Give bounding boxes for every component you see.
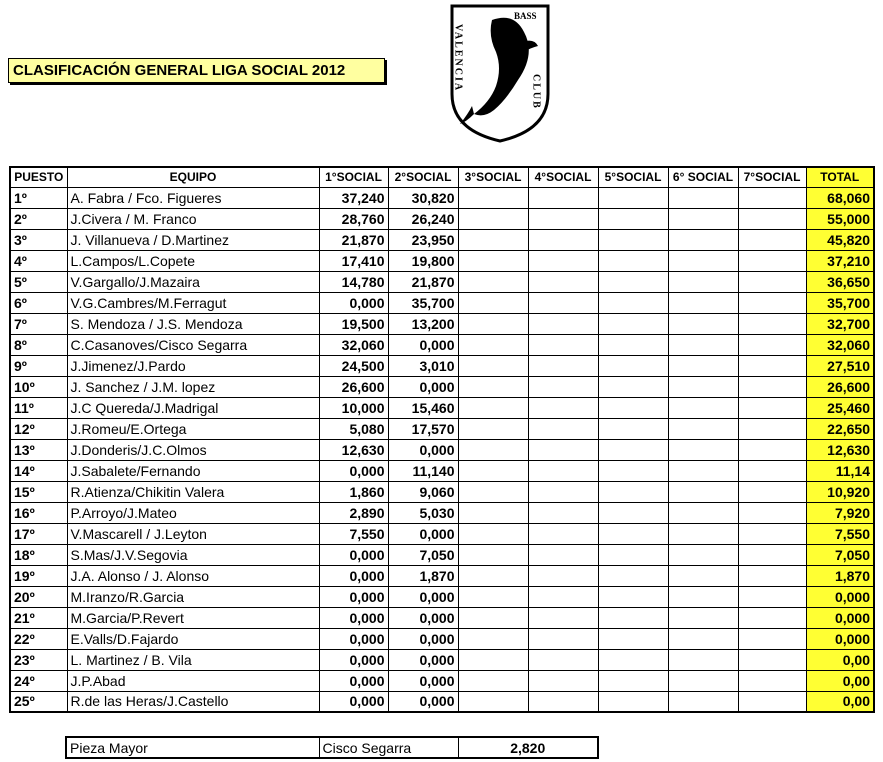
social-5-cell xyxy=(598,376,668,397)
table-row xyxy=(10,376,874,397)
team-cell: M.Garcia/P.Revert xyxy=(67,607,319,628)
total-cell: 0,00 xyxy=(806,649,874,670)
social-4-cell xyxy=(528,187,598,208)
position-cell: 15º xyxy=(10,481,67,502)
table-row xyxy=(10,670,874,691)
social-5-cell xyxy=(598,292,668,313)
logo-text-club: CLUB xyxy=(530,74,542,110)
col-header-social-7: 7°SOCIAL xyxy=(738,167,806,187)
position-cell: 19º xyxy=(10,565,67,586)
social-4-cell xyxy=(528,208,598,229)
social-5-cell xyxy=(598,187,668,208)
social-3-cell xyxy=(458,481,528,502)
social-3-cell xyxy=(458,187,528,208)
social-4-cell xyxy=(528,229,598,250)
social-5-cell xyxy=(598,502,668,523)
total-cell: 10,920 xyxy=(806,481,874,502)
social-2-cell: 23,950 xyxy=(388,229,458,250)
social-1-cell: 10,000 xyxy=(319,397,388,418)
social-3-cell xyxy=(458,691,528,712)
social-1-cell: 5,080 xyxy=(319,418,388,439)
total-cell: 7,920 xyxy=(806,502,874,523)
social-5-cell xyxy=(598,586,668,607)
social-3-cell xyxy=(458,376,528,397)
col-header-social-1: 1°SOCIAL xyxy=(319,167,388,187)
social-7-cell xyxy=(738,586,806,607)
team-cell: J.Jimenez/J.Pardo xyxy=(67,355,319,376)
social-5-cell xyxy=(598,397,668,418)
table-row xyxy=(10,334,874,355)
position-cell: 21º xyxy=(10,607,67,628)
table-row xyxy=(10,397,874,418)
table-row xyxy=(10,250,874,271)
social-7-cell xyxy=(738,208,806,229)
table-row xyxy=(10,229,874,250)
social-6-cell xyxy=(668,250,738,271)
social-2-cell: 3,010 xyxy=(388,355,458,376)
bass-club-logo xyxy=(444,2,556,144)
social-6-cell xyxy=(668,670,738,691)
social-5-cell xyxy=(598,628,668,649)
social-3-cell xyxy=(458,208,528,229)
social-6-cell xyxy=(668,208,738,229)
largest-catch-label: Pieza Mayor xyxy=(66,737,319,758)
position-cell: 16º xyxy=(10,502,67,523)
position-cell: 8º xyxy=(10,334,67,355)
col-header-social-4: 4°SOCIAL xyxy=(528,167,598,187)
social-5-cell xyxy=(598,250,668,271)
social-5-cell xyxy=(598,544,668,565)
social-7-cell xyxy=(738,313,806,334)
social-6-cell xyxy=(668,649,738,670)
team-cell: J.Sabalete/Fernando xyxy=(67,460,319,481)
largest-catch-table xyxy=(65,736,599,759)
team-cell: J. Sanchez / J.M. lopez xyxy=(67,376,319,397)
social-1-cell: 19,500 xyxy=(319,313,388,334)
position-cell: 23º xyxy=(10,649,67,670)
social-2-cell: 0,000 xyxy=(388,334,458,355)
social-4-cell xyxy=(528,544,598,565)
social-7-cell xyxy=(738,502,806,523)
position-cell: 5º xyxy=(10,271,67,292)
position-cell: 12º xyxy=(10,418,67,439)
social-4-cell xyxy=(528,670,598,691)
col-header-equipo: EQUIPO xyxy=(67,167,319,187)
total-cell: 0,000 xyxy=(806,628,874,649)
social-2-cell: 21,870 xyxy=(388,271,458,292)
social-7-cell xyxy=(738,565,806,586)
social-2-cell: 15,460 xyxy=(388,397,458,418)
table-row xyxy=(10,355,874,376)
total-cell: 27,510 xyxy=(806,355,874,376)
social-7-cell xyxy=(738,460,806,481)
total-cell: 45,820 xyxy=(806,229,874,250)
social-1-cell: 0,000 xyxy=(319,292,388,313)
social-7-cell xyxy=(738,187,806,208)
social-3-cell xyxy=(458,460,528,481)
social-1-cell: 0,000 xyxy=(319,649,388,670)
social-4-cell xyxy=(528,565,598,586)
social-2-cell: 0,000 xyxy=(388,670,458,691)
position-cell: 13º xyxy=(10,439,67,460)
total-cell: 0,00 xyxy=(806,691,874,712)
total-cell: 7,550 xyxy=(806,523,874,544)
position-cell: 24º xyxy=(10,670,67,691)
team-cell: V.G.Cambres/M.Ferragut xyxy=(67,292,319,313)
team-cell: V.Mascarell / J.Leyton xyxy=(67,523,319,544)
social-5-cell xyxy=(598,355,668,376)
social-6-cell xyxy=(668,439,738,460)
social-2-cell: 0,000 xyxy=(388,607,458,628)
largest-catch-angler: Cisco Segarra xyxy=(319,737,458,758)
social-6-cell xyxy=(668,271,738,292)
position-cell: 6º xyxy=(10,292,67,313)
col-header-social-5: 5°SOCIAL xyxy=(598,167,668,187)
total-cell: 25,460 xyxy=(806,397,874,418)
social-2-cell: 0,000 xyxy=(388,376,458,397)
team-cell: R.Atienza/Chikitin Valera xyxy=(67,481,319,502)
social-3-cell xyxy=(458,544,528,565)
social-6-cell xyxy=(668,313,738,334)
social-7-cell xyxy=(738,250,806,271)
social-6-cell xyxy=(668,691,738,712)
social-3-cell xyxy=(458,271,528,292)
social-2-cell: 13,200 xyxy=(388,313,458,334)
col-header-social-2: 2°SOCIAL xyxy=(388,167,458,187)
table-row xyxy=(10,565,874,586)
table-row xyxy=(10,208,874,229)
social-3-cell xyxy=(458,670,528,691)
social-3-cell xyxy=(458,250,528,271)
social-6-cell xyxy=(668,334,738,355)
total-cell: 35,700 xyxy=(806,292,874,313)
social-4-cell xyxy=(528,586,598,607)
social-4-cell xyxy=(528,460,598,481)
social-1-cell: 26,600 xyxy=(319,376,388,397)
social-2-cell: 0,000 xyxy=(388,523,458,544)
total-cell: 22,650 xyxy=(806,418,874,439)
social-5-cell xyxy=(598,313,668,334)
social-3-cell xyxy=(458,649,528,670)
team-cell: M.Iranzo/R.Garcia xyxy=(67,586,319,607)
table-row xyxy=(10,481,874,502)
social-6-cell xyxy=(668,523,738,544)
team-cell: J.P.Abad xyxy=(67,670,319,691)
team-cell: C.Casanoves/Cisco Segarra xyxy=(67,334,319,355)
table-row xyxy=(10,691,874,712)
total-cell: 1,870 xyxy=(806,565,874,586)
social-2-cell: 0,000 xyxy=(388,628,458,649)
total-cell: 11,14 xyxy=(806,460,874,481)
social-2-cell: 26,240 xyxy=(388,208,458,229)
social-3-cell xyxy=(458,628,528,649)
team-cell: J.Donderis/J.C.Olmos xyxy=(67,439,319,460)
social-3-cell xyxy=(458,586,528,607)
social-5-cell xyxy=(598,607,668,628)
social-4-cell xyxy=(528,397,598,418)
social-5-cell xyxy=(598,418,668,439)
social-2-cell: 19,800 xyxy=(388,250,458,271)
social-1-cell: 0,000 xyxy=(319,670,388,691)
standings-body xyxy=(10,187,874,712)
social-4-cell xyxy=(528,649,598,670)
social-5-cell xyxy=(598,229,668,250)
logo-text-bass: BASS xyxy=(514,11,537,21)
social-1-cell: 32,060 xyxy=(319,334,388,355)
table-row xyxy=(10,460,874,481)
social-2-cell: 1,870 xyxy=(388,565,458,586)
social-7-cell xyxy=(738,229,806,250)
social-4-cell xyxy=(528,418,598,439)
social-1-cell: 2,890 xyxy=(319,502,388,523)
social-4-cell xyxy=(528,313,598,334)
table-row xyxy=(10,271,874,292)
position-cell: 11º xyxy=(10,397,67,418)
social-7-cell xyxy=(738,481,806,502)
col-header-social-3: 3°SOCIAL xyxy=(458,167,528,187)
social-4-cell xyxy=(528,376,598,397)
table-row xyxy=(10,187,874,208)
social-7-cell xyxy=(738,292,806,313)
social-6-cell xyxy=(668,481,738,502)
social-6-cell xyxy=(668,565,738,586)
table-row xyxy=(10,649,874,670)
social-6-cell xyxy=(668,229,738,250)
position-cell: 2º xyxy=(10,208,67,229)
social-1-cell: 1,860 xyxy=(319,481,388,502)
team-cell: P.Arroyo/J.Mateo xyxy=(67,502,319,523)
table-row xyxy=(10,313,874,334)
social-1-cell: 0,000 xyxy=(319,460,388,481)
social-2-cell: 11,140 xyxy=(388,460,458,481)
social-4-cell xyxy=(528,481,598,502)
team-cell: S.Mas/J.V.Segovia xyxy=(67,544,319,565)
social-6-cell xyxy=(668,544,738,565)
social-2-cell: 30,820 xyxy=(388,187,458,208)
team-cell: L.Campos/L.Copete xyxy=(67,250,319,271)
social-4-cell xyxy=(528,523,598,544)
social-7-cell xyxy=(738,523,806,544)
total-cell: 12,630 xyxy=(806,439,874,460)
social-3-cell xyxy=(458,313,528,334)
team-cell: J.C Quereda/J.Madrigal xyxy=(67,397,319,418)
position-cell: 14º xyxy=(10,460,67,481)
table-row xyxy=(10,586,874,607)
col-header-puesto: PUESTO xyxy=(10,167,67,187)
social-5-cell xyxy=(598,460,668,481)
largest-catch-weight: 2,820 xyxy=(458,737,598,758)
position-cell: 25º xyxy=(10,691,67,712)
total-cell: 7,050 xyxy=(806,544,874,565)
social-4-cell xyxy=(528,355,598,376)
position-cell: 20º xyxy=(10,586,67,607)
social-3-cell xyxy=(458,334,528,355)
social-7-cell xyxy=(738,334,806,355)
social-1-cell: 28,760 xyxy=(319,208,388,229)
social-4-cell xyxy=(528,628,598,649)
social-5-cell xyxy=(598,691,668,712)
col-header-total: TOTAL xyxy=(806,167,874,187)
social-3-cell xyxy=(458,523,528,544)
total-cell: 32,700 xyxy=(806,313,874,334)
total-cell: 68,060 xyxy=(806,187,874,208)
total-cell: 32,060 xyxy=(806,334,874,355)
social-4-cell xyxy=(528,439,598,460)
social-7-cell xyxy=(738,628,806,649)
table-row xyxy=(10,292,874,313)
social-5-cell xyxy=(598,271,668,292)
team-cell: J. Villanueva / D.Martinez xyxy=(67,229,319,250)
position-cell: 9º xyxy=(10,355,67,376)
social-6-cell xyxy=(668,586,738,607)
social-1-cell: 17,410 xyxy=(319,250,388,271)
social-3-cell xyxy=(458,418,528,439)
social-7-cell xyxy=(738,607,806,628)
social-2-cell: 0,000 xyxy=(388,439,458,460)
social-4-cell xyxy=(528,271,598,292)
team-cell: V.Gargallo/J.Mazaira xyxy=(67,271,319,292)
position-cell: 22º xyxy=(10,628,67,649)
social-1-cell: 14,780 xyxy=(319,271,388,292)
social-2-cell: 17,570 xyxy=(388,418,458,439)
page-title: CLASIFICACIÓN GENERAL LIGA SOCIAL 2012 xyxy=(8,58,385,83)
total-cell: 0,000 xyxy=(806,586,874,607)
social-4-cell xyxy=(528,691,598,712)
social-6-cell xyxy=(668,628,738,649)
social-2-cell: 0,000 xyxy=(388,691,458,712)
social-3-cell xyxy=(458,292,528,313)
position-cell: 3º xyxy=(10,229,67,250)
position-cell: 7º xyxy=(10,313,67,334)
social-7-cell xyxy=(738,691,806,712)
header-row xyxy=(10,167,874,187)
social-4-cell xyxy=(528,502,598,523)
social-2-cell: 9,060 xyxy=(388,481,458,502)
social-2-cell: 0,000 xyxy=(388,649,458,670)
position-cell: 10º xyxy=(10,376,67,397)
social-5-cell xyxy=(598,208,668,229)
social-6-cell xyxy=(668,502,738,523)
team-cell: J.A. Alonso / J. Alonso xyxy=(67,565,319,586)
table-row xyxy=(10,502,874,523)
social-7-cell xyxy=(738,397,806,418)
social-6-cell xyxy=(668,292,738,313)
social-3-cell xyxy=(458,607,528,628)
social-4-cell xyxy=(528,607,598,628)
social-1-cell: 0,000 xyxy=(319,607,388,628)
social-1-cell: 0,000 xyxy=(319,691,388,712)
position-cell: 18º xyxy=(10,544,67,565)
table-row xyxy=(10,418,874,439)
total-cell: 37,210 xyxy=(806,250,874,271)
social-6-cell xyxy=(668,187,738,208)
team-cell: A. Fabra / Fco. Figueres xyxy=(67,187,319,208)
social-5-cell xyxy=(598,649,668,670)
logo-text-valencia: VALENCIA xyxy=(452,24,464,93)
social-7-cell xyxy=(738,670,806,691)
table-row xyxy=(10,523,874,544)
social-6-cell xyxy=(668,376,738,397)
largest-catch-row xyxy=(66,737,598,758)
social-5-cell xyxy=(598,565,668,586)
social-7-cell xyxy=(738,418,806,439)
social-3-cell xyxy=(458,355,528,376)
team-cell: J.Civera / M. Franco xyxy=(67,208,319,229)
social-1-cell: 21,870 xyxy=(319,229,388,250)
standings-table xyxy=(9,166,875,713)
social-4-cell xyxy=(528,334,598,355)
team-cell: J.Romeu/E.Ortega xyxy=(67,418,319,439)
social-2-cell: 35,700 xyxy=(388,292,458,313)
social-1-cell: 37,240 xyxy=(319,187,388,208)
social-5-cell xyxy=(598,481,668,502)
position-cell: 17º xyxy=(10,523,67,544)
total-cell: 26,600 xyxy=(806,376,874,397)
table-row xyxy=(10,607,874,628)
social-7-cell xyxy=(738,544,806,565)
team-cell: E.Valls/D.Fajardo xyxy=(67,628,319,649)
social-5-cell xyxy=(598,670,668,691)
social-6-cell xyxy=(668,355,738,376)
social-5-cell xyxy=(598,523,668,544)
social-7-cell xyxy=(738,376,806,397)
social-3-cell xyxy=(458,439,528,460)
social-5-cell xyxy=(598,334,668,355)
social-3-cell xyxy=(458,502,528,523)
social-1-cell: 24,500 xyxy=(319,355,388,376)
team-cell: R.de las Heras/J.Castello xyxy=(67,691,319,712)
social-3-cell xyxy=(458,229,528,250)
total-cell: 55,000 xyxy=(806,208,874,229)
social-7-cell xyxy=(738,271,806,292)
social-2-cell: 0,000 xyxy=(388,586,458,607)
table-row xyxy=(10,544,874,565)
team-cell: S. Mendoza / J.S. Mendoza xyxy=(67,313,319,334)
social-6-cell xyxy=(668,418,738,439)
table-row xyxy=(10,439,874,460)
position-cell: 4º xyxy=(10,250,67,271)
total-cell: 0,00 xyxy=(806,670,874,691)
social-4-cell xyxy=(528,250,598,271)
position-cell: 1º xyxy=(10,187,67,208)
social-5-cell xyxy=(598,439,668,460)
social-1-cell: 0,000 xyxy=(319,544,388,565)
social-6-cell xyxy=(668,607,738,628)
social-1-cell: 7,550 xyxy=(319,523,388,544)
social-3-cell xyxy=(458,565,528,586)
social-6-cell xyxy=(668,460,738,481)
social-2-cell: 7,050 xyxy=(388,544,458,565)
social-1-cell: 0,000 xyxy=(319,628,388,649)
table-row xyxy=(10,628,874,649)
total-cell: 0,000 xyxy=(806,607,874,628)
social-7-cell xyxy=(738,649,806,670)
team-cell: L. Martinez / B. Vila xyxy=(67,649,319,670)
social-2-cell: 5,030 xyxy=(388,502,458,523)
total-cell: 36,650 xyxy=(806,271,874,292)
social-7-cell xyxy=(738,355,806,376)
social-4-cell xyxy=(528,292,598,313)
social-1-cell: 12,630 xyxy=(319,439,388,460)
social-3-cell xyxy=(458,397,528,418)
social-1-cell: 0,000 xyxy=(319,565,388,586)
social-1-cell: 0,000 xyxy=(319,586,388,607)
social-6-cell xyxy=(668,397,738,418)
col-header-social-6: 6° SOCIAL xyxy=(668,167,738,187)
social-7-cell xyxy=(738,439,806,460)
